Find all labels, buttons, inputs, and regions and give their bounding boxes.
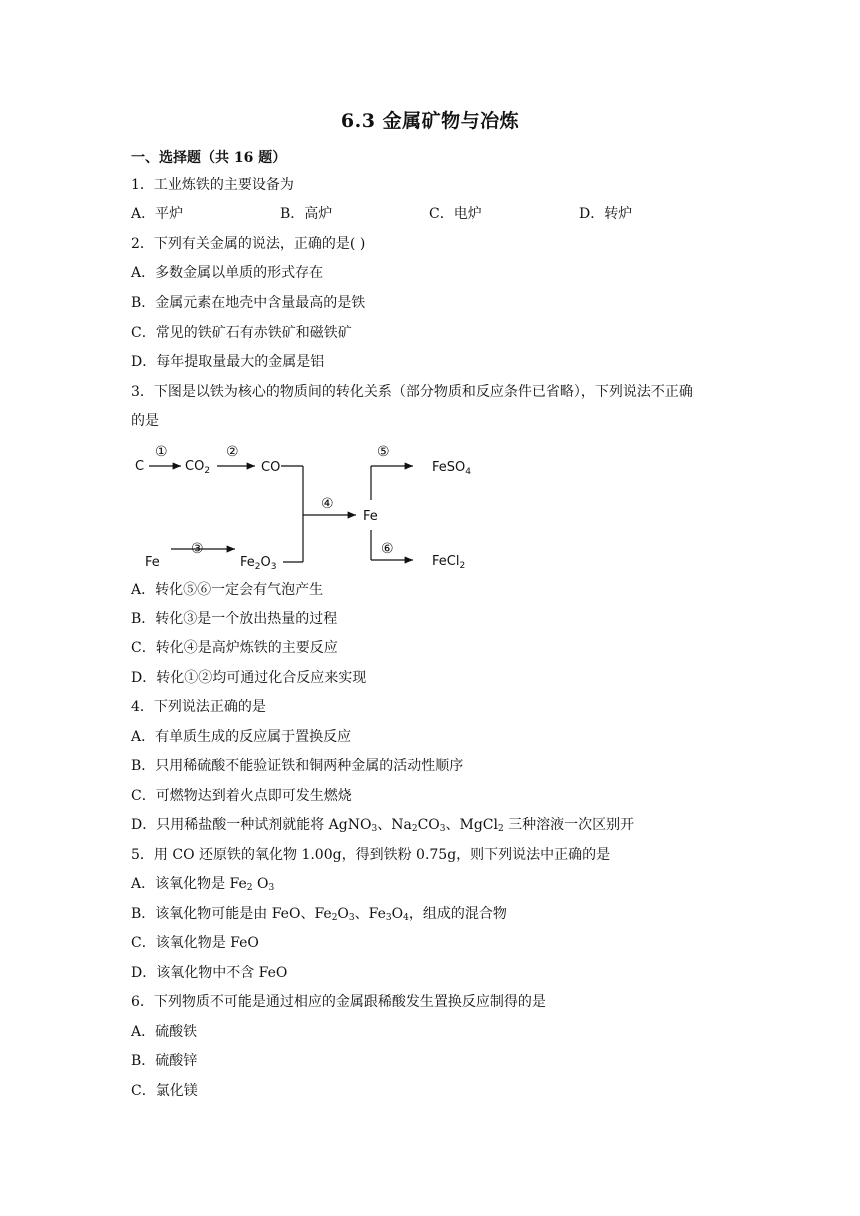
diagram-num-3: ③ [191,541,204,557]
q1-stem: 1．工业炼铁的主要设备为 [131,177,294,193]
q1-option-a: A．平炉 [131,206,184,222]
q5-option-a: A．该氧化物是 $Fe_2$ $O_3$ [131,876,275,893]
q2-option-a: A．多数金属以单质的形式存在 [131,265,324,281]
q5-stem: 5．用 CO 还原铁的氧化物 1.00g，得到铁粉 0.75g，则下列说法中正确的是 [131,847,611,863]
diagram-label-c: C [135,459,145,474]
q3-stem-line2: 的是 [131,413,159,429]
q3-option-d: D．转化①②均可通过化合反应来实现 [131,670,367,686]
iron-conversion-diagram [131,442,491,572]
q1-option-c: C．电炉 [429,206,482,222]
q3-option-a: A．转化⑤⑥一定会有气泡产生 [131,582,324,598]
q2-stem: 2．下列有关金属的说法，正确的是( ) [131,236,366,252]
diagram-label-fe-left: Fe [145,555,160,570]
diagram-num-5: ⑤ [377,444,390,460]
q5-option-c: C．该氧化物是 FeO [131,935,259,951]
diagram-num-4: ④ [321,496,334,512]
q4-option-d: D．只用稀盐酸一种试剂就能将 AgNO$_3$、$Na_2CO_3$、MgCl$_2$ 三种溶液一次区别开 [131,817,635,834]
q3-option-b: B．转化③是一个放出热量的过程 [131,611,338,627]
diagram-num-1: ① [155,444,168,460]
diagram-label-co: CO [261,460,281,475]
diagram-label-fecl2: FeCl$_2$ [432,554,466,571]
q4-option-a: A．有单质生成的反应属于置换反应 [131,729,352,745]
q4-option-c: C．可燃物达到着火点即可发生燃烧 [131,788,352,804]
page-title: 6.3 金属矿物与冶炼 [340,110,520,132]
q6-option-c: C．氯化镁 [131,1083,198,1099]
diagram-label-co2: $CO_2$ [185,459,211,476]
q6-stem: 6．下列物质不可能是通过相应的金属跟稀酸发生置换反应制得的是 [131,994,546,1010]
q4-option-b: B．只用稀硫酸不能验证铁和铜两种金属的活动性顺序 [131,758,464,774]
q1-option-b: B．高炉 [280,206,333,222]
section-heading: 一、选择题（共 16 题） [131,150,287,166]
q1-option-d: D．转炉 [579,206,633,222]
q5-option-b: B．该氧化物可能是由 FeO、$Fe_2O_3$、$Fe_3O_4$，组成的混合物 [131,906,507,923]
q6-option-b: B．硫酸锌 [131,1053,198,1069]
q2-option-d: D．每年提取量最大的金属是铝 [131,354,325,370]
diagram-label-feso4: FeSO$_4$ [432,460,471,477]
diagram-num-2: ② [226,444,239,460]
q3-stem-line1: 3．下图是以铁为核心的物质间的转化关系（部分物质和反应条件已省略），下列说法不正确 [131,384,693,400]
diagram-num-6: ⑥ [381,541,394,557]
diagram-label-fe2o3: $Fe_2O_3$ [240,555,277,572]
q5-option-d: D．该氧化物中不含 FeO [131,965,288,981]
q2-option-b: B．金属元素在地壳中含量最高的是铁 [131,295,366,311]
q6-option-a: A．硫酸铁 [131,1024,198,1040]
q4-stem: 4．下列说法正确的是 [131,699,266,715]
q3-option-c: C．转化④是高炉炼铁的主要反应 [131,640,338,656]
diagram-label-fe-center: Fe [363,509,378,524]
q2-option-c: C．常见的铁矿石有赤铁矿和磁铁矿 [131,325,352,341]
